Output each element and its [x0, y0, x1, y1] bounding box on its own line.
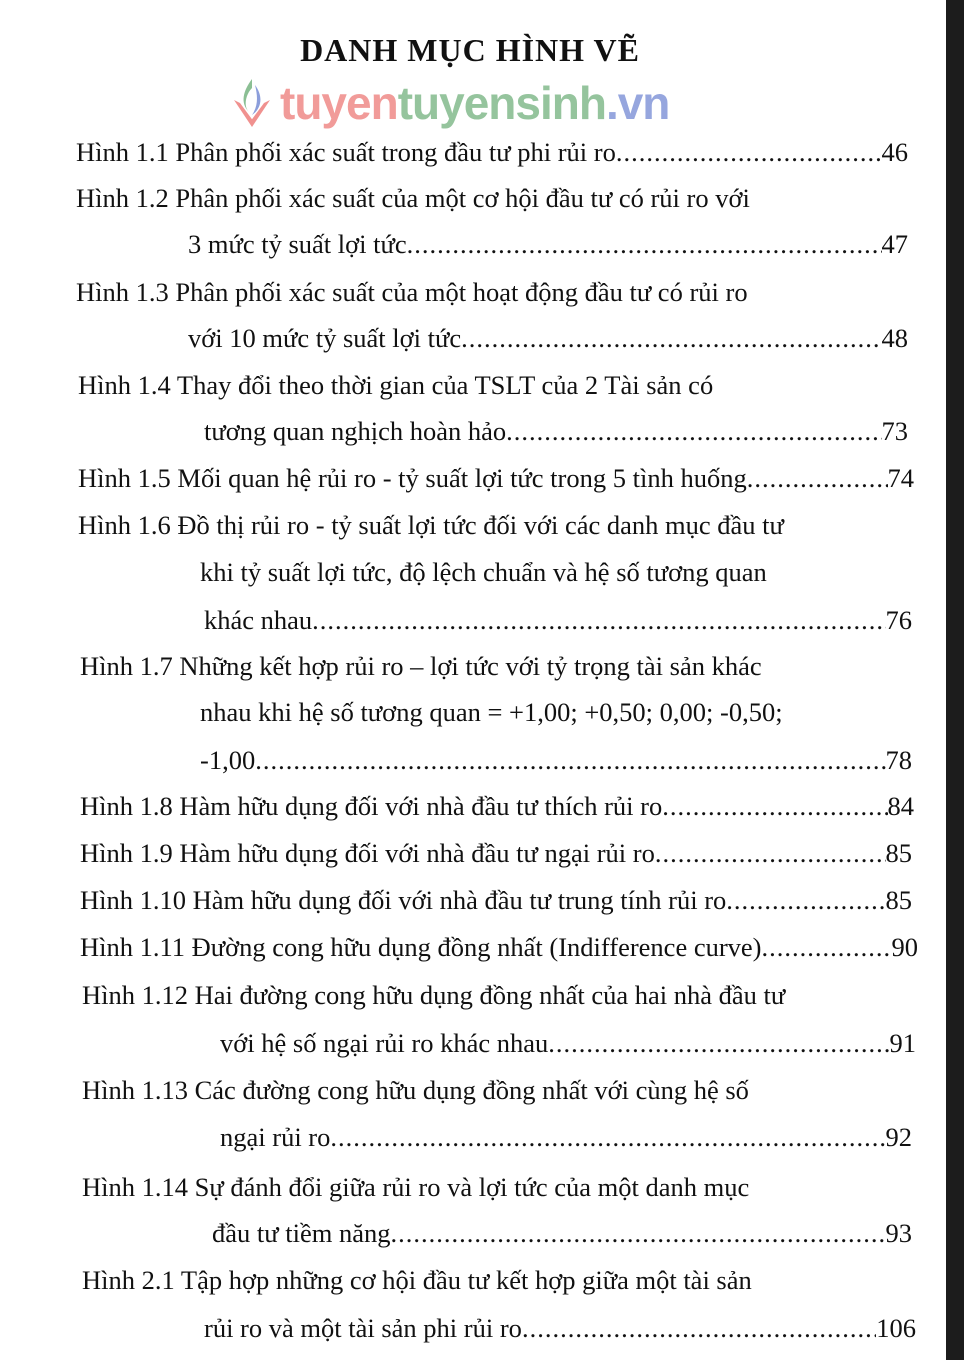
entry-text: Hình 1.1 Phân phối xác suất trong đầu tư phi rủi ro	[76, 137, 616, 167]
page-number: 93	[885, 1218, 912, 1248]
flame-logo-icon	[230, 76, 274, 130]
leader-dots	[461, 321, 881, 355]
entry-text: tương quan nghịch hoàn hảo	[204, 416, 507, 446]
toc-entry-line	[204, 1311, 916, 1345]
entry-text: Hình 1.10 Hàm hữu dụng đối với nhà đầu tư trung tính rủi ro	[80, 885, 727, 915]
leader-dots	[312, 603, 885, 637]
page-number: 48	[881, 323, 908, 353]
toc-entry-line	[212, 1216, 912, 1250]
page-number: 47	[881, 229, 908, 259]
entry-text: Hình 1.7 Những kết hợp rủi ro – lợi tức với tỷ trọng tài sản khác	[80, 651, 762, 681]
page-number: 85	[885, 838, 912, 868]
entry-text: rủi ro và một tài sản phi rủi ro	[204, 1313, 522, 1343]
scan-edge-bar	[946, 0, 964, 1360]
toc-entry-continuation	[78, 368, 713, 402]
watermark-text	[280, 76, 669, 130]
page-number: 85	[885, 885, 912, 915]
entry-text: Hình 1.2 Phân phối xác suất của một cơ hội đầu tư có rủi ro với	[76, 183, 750, 213]
page-number: 92	[885, 1122, 912, 1152]
leader-dots	[616, 135, 882, 169]
toc-entry-line	[204, 414, 908, 448]
watermark	[230, 76, 750, 130]
entry-text: Hình 1.11 Đường cong hữu dụng đồng nhất (Indifference curve)	[80, 932, 762, 962]
toc-entry-line	[200, 743, 912, 777]
entry-text: Hình 1.14 Sự đánh đổi giữa rủi ro và lợi tức của một danh mục	[82, 1172, 750, 1202]
page-number: 90	[891, 932, 918, 962]
entry-text: Hình 1.5 Mối quan hệ rủi ro - tỷ suất lợi tức trong 5 tình huống	[78, 463, 747, 493]
toc-entry-line	[204, 603, 912, 637]
entry-text: với hệ số ngại rủi ro khác nhau	[220, 1028, 549, 1058]
entry-text: với 10 mức tỷ suất lợi tức	[188, 323, 462, 353]
toc-entry-line	[76, 135, 908, 169]
toc-entry-continuation	[78, 508, 784, 542]
page-number: 76	[885, 605, 912, 635]
page-number: 46	[881, 137, 908, 167]
toc-entry-continuation	[80, 649, 762, 683]
watermark-part-2: tuyensinh	[397, 77, 606, 129]
entry-text: đầu tư tiềm năng	[212, 1218, 391, 1248]
entry-text: Hình 1.13 Các đường cong hữu dụng đồng nhất với cùng hệ số	[82, 1075, 749, 1105]
toc-entry-continuation	[200, 695, 783, 729]
toc-entry-line	[188, 321, 908, 355]
leader-dots	[390, 1216, 885, 1250]
leader-dots	[548, 1026, 889, 1060]
leader-dots	[330, 1120, 885, 1154]
toc-entry-line	[80, 836, 912, 870]
watermark-part-1: tuyen	[280, 77, 398, 129]
entry-text: ngại rủi ro	[220, 1122, 331, 1152]
toc-entry-line	[220, 1120, 912, 1154]
entry-text: Hình 1.3 Phân phối xác suất của một hoạt động đầu tư có rủi ro	[76, 277, 748, 307]
toc-entry-continuation	[82, 1073, 749, 1107]
entry-text: 3 mức tỷ suất lợi tức	[188, 229, 407, 259]
toc-entry-line	[80, 789, 914, 823]
leader-dots	[655, 836, 886, 870]
watermark-part-3: .vn	[605, 77, 670, 129]
toc-entry-continuation	[76, 275, 748, 309]
page-number: 78	[885, 745, 912, 775]
entry-text: Hình 1.6 Đồ thị rủi ro - tỷ suất lợi tức đối với các danh mục đầu tư	[78, 510, 784, 540]
entry-text: Hình 1.8 Hàm hữu dụng đối với nhà đầu tư thích rủi ro	[80, 791, 663, 821]
leader-dots	[255, 743, 885, 777]
toc-entry-line	[80, 883, 912, 917]
page-number: 73	[881, 416, 908, 446]
leader-dots	[662, 789, 887, 823]
leader-dots	[407, 227, 882, 261]
entry-text: -1,00	[200, 745, 256, 775]
entry-text: khác nhau	[204, 605, 313, 635]
toc-entry-line	[188, 227, 908, 261]
leader-dots	[522, 1311, 876, 1345]
toc-entry-line	[220, 1026, 916, 1060]
leader-dots	[506, 414, 881, 448]
toc-entry-continuation	[200, 555, 767, 589]
entry-text: Hình 1.9 Hàm hữu dụng đối với nhà đầu tư ngại rủi ro	[80, 838, 655, 868]
toc-entry-line	[80, 930, 918, 964]
toc-entry-continuation	[82, 978, 785, 1012]
page-number: 91	[889, 1028, 916, 1058]
leader-dots	[726, 883, 885, 917]
page-title: DANH MỤC HÌNH VẼ	[300, 32, 640, 68]
toc-entry-continuation	[82, 1263, 752, 1297]
page-number: 84	[887, 791, 914, 821]
entry-text: nhau khi hệ số tương quan = +1,00; +0,50; 0,00; -0,50;	[200, 697, 783, 727]
entry-text: Hình 2.1 Tập hợp những cơ hội đầu tư kết hợp giữa một tài sản	[82, 1265, 752, 1295]
toc-entry-continuation	[76, 181, 750, 215]
entry-text: Hình 1.12 Hai đường cong hữu dụng đồng nhất của hai nhà đầu tư	[82, 980, 786, 1010]
toc-entry-line	[78, 461, 914, 495]
entry-text: khi tỷ suất lợi tức, độ lệch chuẩn và hệ số tương quan	[200, 557, 767, 587]
toc-entry-continuation	[82, 1170, 749, 1204]
leader-dots	[762, 930, 892, 964]
page-number: 74	[887, 463, 914, 493]
leader-dots	[747, 461, 888, 495]
page-number: 106	[876, 1313, 916, 1343]
entry-text: Hình 1.4 Thay đổi theo thời gian của TSLT của 2 Tài sản có	[78, 370, 714, 400]
